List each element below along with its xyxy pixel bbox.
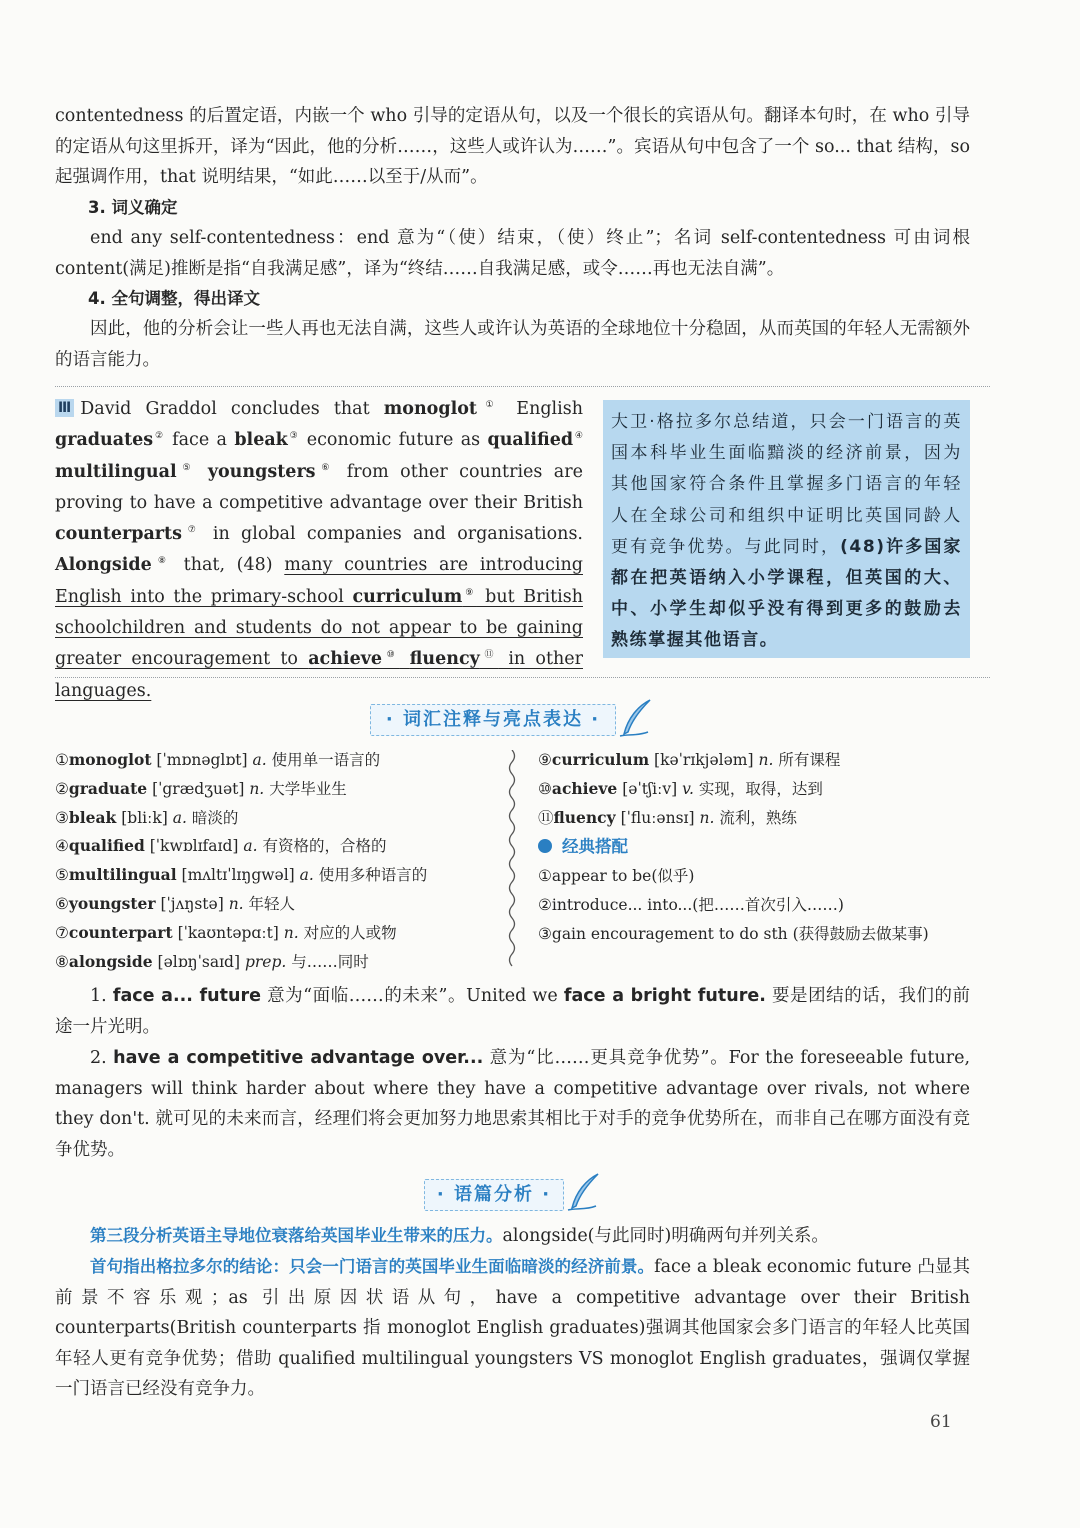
- part-of-speech: a.: [299, 866, 314, 885]
- meaning: 年轻人: [248, 894, 296, 913]
- text-run: 意为“比……更具竞争优势”。For the foreseeable future, managers will think harder about where they have a competitive advantage over rivals, not where they don't. 就可见的未来而言，经理们将会更加努力地思索其相比于对手的竞争优势所在，而非自己在哪方面没有竞争优势。: [55, 1048, 971, 1160]
- vocab-word: curriculum: [352, 586, 463, 607]
- text-run: 要是团结的话，我们的前途一片光明。: [55, 986, 971, 1037]
- analysis-section-banner: · 语篇分析 ·: [424, 1179, 564, 1211]
- footnote-marker: ①: [477, 400, 503, 410]
- vocab-item: [55, 890, 427, 919]
- headword: alongside: [68, 951, 153, 971]
- item-number: ①: [55, 751, 69, 769]
- meaning: 实现，取得，达到: [698, 779, 823, 798]
- item-number: ⑩: [538, 779, 552, 798]
- vocab-item: [55, 919, 427, 948]
- highlight-expression-1: [55, 981, 970, 1042]
- text-run: in global companies and organisations.: [201, 524, 583, 545]
- meaning: 使用单一语言的: [271, 751, 381, 769]
- meaning: 暗淡的: [191, 808, 239, 827]
- item-number: ②: [55, 779, 69, 798]
- headword: fluency: [553, 807, 616, 827]
- phonetic: [ˈjʌŋstə]: [160, 894, 224, 913]
- analysis-key-point: 首句指出格拉多尔的结论：只会一门语言的英国毕业生面临暗淡的经济前景。: [90, 1257, 655, 1276]
- collocation-item: ①appear to be(似乎): [538, 867, 695, 886]
- vocab-list-left: [55, 746, 427, 976]
- item-number: ⑪: [538, 808, 554, 827]
- phonetic: [kəˈrɪkjələm]: [654, 751, 754, 769]
- reading-paragraph-3: [55, 394, 583, 707]
- footnote-marker: ⑪: [479, 650, 499, 661]
- key-phrase: face a... future: [112, 986, 261, 1006]
- divider-top: [55, 386, 990, 387]
- item-number: ⑧: [55, 952, 69, 971]
- quill-icon: [566, 1172, 602, 1214]
- vocab-word: graduates: [55, 430, 154, 451]
- text-run: face a: [164, 430, 235, 451]
- part-of-speech: n.: [283, 923, 299, 942]
- vocab-item: [55, 775, 427, 804]
- part-of-speech: n.: [249, 779, 265, 798]
- meaning: 使用多种语言的: [318, 866, 428, 885]
- text-run: [399, 649, 409, 669]
- item-number: ③: [55, 808, 69, 827]
- vocab-item: [55, 832, 427, 861]
- phonetic: [mʌltɪˈlɪŋgwəl]: [181, 866, 295, 885]
- footnote-marker: ②: [153, 431, 165, 442]
- headword: monoglot: [68, 750, 152, 769]
- text-run: English: [502, 399, 583, 419]
- translation-text: 大卫·格拉多尔总结道，只会一门语言的英国本科毕业生面临黯淡的经济前景，因为其他国家符合条件且掌握多门语言的年轻人在全球公司和组织中证明比英国同龄人更有竞争优势。与此同时，: [611, 412, 962, 557]
- part-of-speech: n.: [228, 894, 244, 913]
- headword: bleak: [68, 807, 117, 827]
- meaning: 大学毕业生: [269, 779, 347, 798]
- vocab-word: youngsters: [207, 461, 316, 482]
- text-run: many countries are introducing English into the primary-school: [55, 555, 583, 607]
- page-number: 61: [930, 1412, 952, 1432]
- text-run: [196, 462, 207, 482]
- text-run: from other countries are proving to have a competitive advantage over their British: [55, 461, 583, 513]
- phonetic: [ˈkwɒlɪfaɪd]: [149, 837, 239, 856]
- quill-icon: [618, 698, 654, 740]
- vocab-item: [55, 746, 427, 775]
- part-of-speech: prep.: [244, 952, 287, 971]
- meaning: 流利，熟练: [719, 808, 797, 827]
- vocab-item: [55, 804, 427, 833]
- phonetic: [ˈfluːənsɪ]: [620, 808, 695, 827]
- phonetic: [bliːk]: [121, 808, 168, 827]
- headword: youngster: [68, 893, 156, 913]
- phonetic: [ˈgrædʒuət]: [152, 779, 245, 798]
- text-run: David Graddol concludes that: [80, 399, 384, 419]
- part-of-speech: v.: [682, 779, 694, 798]
- meaning: 所有课程: [778, 751, 841, 769]
- collocation-item: ③gain encouragement to do sth (获得鼓励去做某事): [538, 924, 929, 943]
- highlight-expression-2: [55, 1043, 970, 1165]
- headword: curriculum: [551, 750, 650, 769]
- part-of-speech: a.: [172, 808, 187, 827]
- item-number: ⑤: [55, 866, 69, 885]
- headword: counterpart: [68, 922, 173, 942]
- vocab-word: multilingual: [55, 461, 177, 482]
- headword: graduate: [68, 778, 148, 798]
- continuation-paragraph: contentedness 的后置定语，内嵌一个 who 引导的定语从句，以及一个很长的宾语从句。翻译本句时，在 who 引导的定语从句这里拆开，译为“因此，他的分析……，这些人或许认为……”。宾语从句中包含了一个 so... that 结构，so 起强调作用，that 说明结果，“如此……以至于/从而”。: [55, 106, 970, 187]
- part-of-speech: n.: [699, 808, 715, 827]
- footnote-marker: ③: [287, 431, 300, 442]
- analysis-line-1: [55, 1221, 970, 1252]
- headword: achieve: [551, 778, 618, 798]
- phonetic: [ˈkaʊntəpɑːt]: [177, 923, 279, 942]
- key-phrase: face a bright future.: [563, 986, 766, 1006]
- footnote-marker: ⑨: [462, 587, 477, 598]
- text-run: in other languages.: [55, 649, 583, 701]
- meaning: 与……同时: [291, 952, 369, 971]
- translation-box: [603, 400, 970, 658]
- vocab-item: [55, 948, 427, 977]
- vocab-section-banner: · 词汇注释与亮点表达 ·: [370, 704, 616, 736]
- headword: qualified: [68, 836, 145, 856]
- footnote-marker: ④: [573, 431, 583, 442]
- item-number: ④: [55, 837, 69, 856]
- text-run: 意为“面临……的未来”。United we: [260, 986, 564, 1006]
- analysis-key-point: 第三段分析英语主导地位衰落给英国毕业生带来的压力。: [90, 1226, 503, 1245]
- text-run: economic future as: [299, 430, 488, 451]
- footnote-marker: ⑦: [181, 525, 202, 536]
- phonetic: [əˈtʃiːv]: [622, 779, 678, 798]
- text-run: face a bleak economic future 凸显其前景不容乐观；as 引出原因状语从句，have a competitive advantage over their British counterparts(British counterparts 指 monoglot English graduates)强调其他国家会多门语言的年轻人比英国年轻人更有竞争优势；借助 qualified multilingual youngsters VS monoglot English graduates，强调仅掌握一门语言已经没有竞争力。: [55, 1257, 971, 1399]
- item-number: 2.: [90, 1048, 114, 1068]
- footnote-marker: ⑤: [176, 462, 197, 473]
- footnote-marker: ⑩: [382, 650, 400, 661]
- headword: multilingual: [68, 865, 177, 885]
- footnote-marker: ⑧: [151, 556, 173, 567]
- paragraph-number-badge: Ⅲ: [55, 399, 74, 417]
- item-number: ⑨: [538, 751, 552, 769]
- vocab-item: [538, 746, 929, 775]
- meaning: 有资格的，合格的: [262, 837, 387, 856]
- collocation-heading: [538, 833, 929, 862]
- translation-key-sentence: (48)许多国家都在把英语纳入小学课程，但英国的大、中、小学生却似乎没有得到更多的鼓励去熟练掌握其他语言。: [611, 536, 963, 651]
- phonetic: [ˈmɒnəglɒt]: [156, 751, 248, 769]
- analysis-line-2: [55, 1252, 970, 1405]
- part-of-speech: a.: [252, 751, 267, 769]
- step3-heading: 3. 词义确定: [88, 198, 178, 217]
- vocab-word: Alongside: [55, 555, 152, 576]
- vocab-word: bleak: [234, 430, 288, 451]
- underlined-sentence-48: [55, 555, 583, 700]
- item-number: ⑥: [55, 894, 69, 913]
- item-number: 1.: [90, 986, 113, 1006]
- text-run: that, (48): [172, 555, 285, 576]
- bullet-dot-icon: [538, 839, 552, 853]
- phonetic: [əlɒŋˈsaɪd]: [157, 952, 241, 971]
- step4-text: 因此，他的分析会让一些人再也无法自满，这些人或许认为英语的全球地位十分稳固，从而英国的年轻人无需额外的语言能力。: [55, 319, 970, 370]
- meaning: 对应的人或物: [303, 923, 397, 942]
- vocab-word: qualified: [487, 430, 574, 451]
- vocab-word: counterparts: [55, 524, 182, 545]
- vocab-word: fluency: [409, 649, 480, 670]
- vocab-item: [55, 861, 427, 890]
- collocation-title: 经典搭配: [562, 837, 628, 857]
- part-of-speech: a.: [243, 837, 258, 856]
- vocab-word: achieve: [308, 649, 383, 670]
- step3-text: end any self-contentedness：end 意为“（使）结束，（使）终止”；名词 self-contentedness 可由词根 content(满足)推断是指“自我满足感”，译为“终结……自我满足感，或令……再也无法自满”。: [55, 228, 970, 279]
- wavy-column-divider: [506, 750, 518, 970]
- vocab-item: [538, 775, 929, 804]
- item-number: ⑦: [55, 923, 69, 942]
- vocab-item: [538, 804, 929, 833]
- footnote-marker: ⑥: [315, 462, 336, 473]
- vocab-list-right: [538, 746, 929, 949]
- vocab-word: monoglot: [383, 399, 477, 419]
- step4-heading: 4. 全句调整，得出译文: [88, 289, 260, 308]
- text-run: but British schoolchildren and students do not appear to be gaining greater encouragement to: [55, 586, 583, 670]
- divider-bottom: [55, 677, 990, 678]
- part-of-speech: n.: [758, 751, 774, 769]
- key-phrase: have a competitive advantage over...: [113, 1048, 484, 1068]
- collocation-item: ②introduce... into...(把……首次引入……): [538, 895, 844, 914]
- text-run: alongside(与此同时)明确两句并列关系。: [502, 1226, 829, 1246]
